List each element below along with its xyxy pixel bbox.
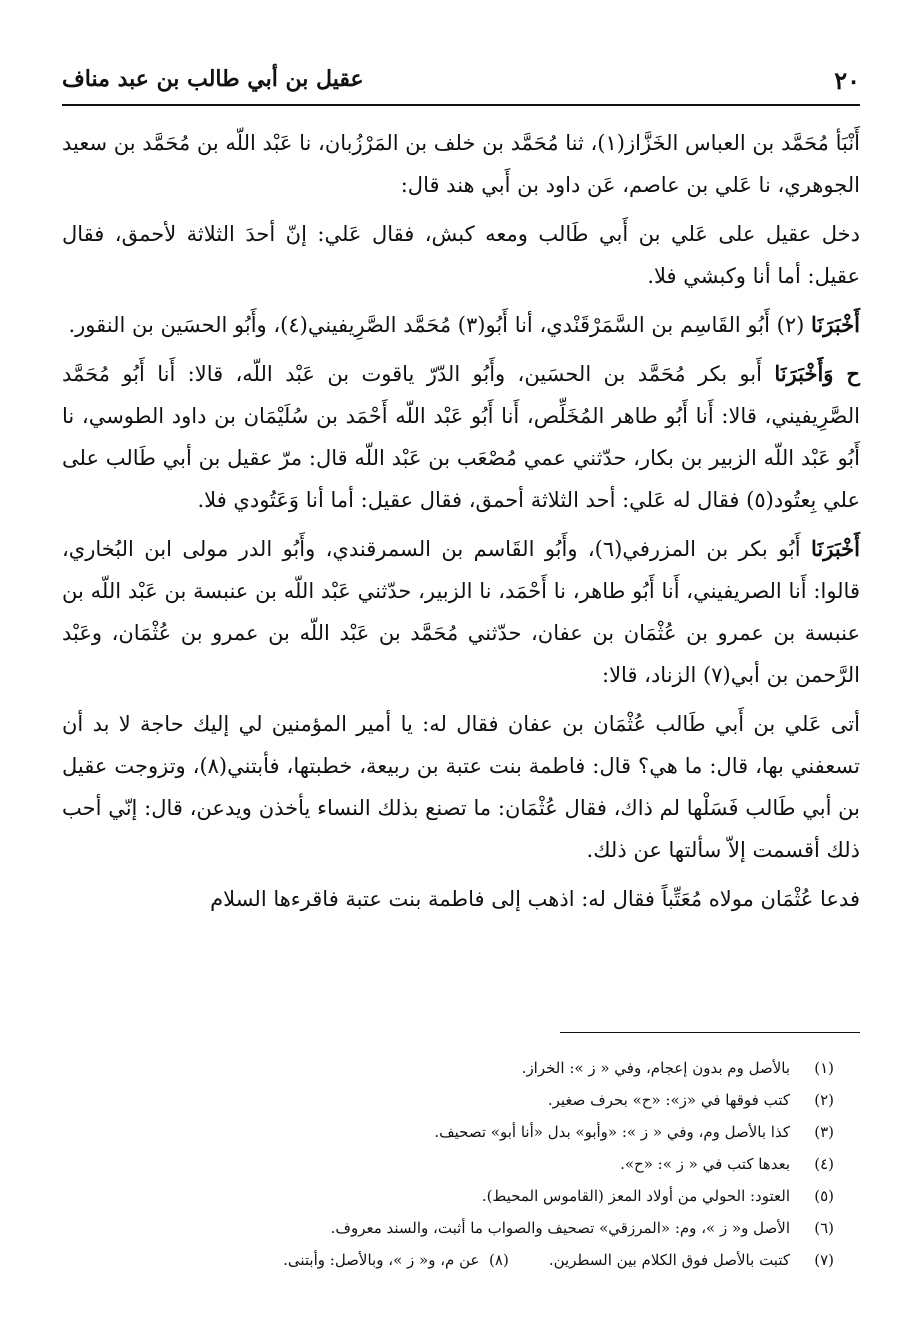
keyword-akhbarana: أَخْبَرَنَا bbox=[811, 536, 860, 561]
page-header bbox=[62, 58, 860, 106]
footnote-number: (٦) bbox=[814, 1219, 834, 1237]
footnote-number: (٤) bbox=[814, 1155, 834, 1173]
footnote-text: العتود: الحولي من أولاد المعز (القاموس المحيط). bbox=[481, 1187, 790, 1205]
paragraph: أتى عَلي بن أَبي طَالب عُثْمَان بن عفان فقال له: يا أمير المؤمنين لي إليك حاجة لا بد أن تسعفني بها، قال: ما هي؟ قال: فاطمة بنت عتبة بن ربيعة، خطبتها، فأبتني(٨)، وتزوجت عقيل بن أبي طَالب فَسَلْها لم ذاك، فقال عُثْمَان: ما تصنع بذلك النساء يأخذن ويدعن، قال: إنّي أحب ذلك أقسمت إلاّ سألتها عن ذلك. bbox=[62, 712, 860, 862]
footnote bbox=[62, 1084, 834, 1116]
paragraph: ح وَأَخْبَرَنَا أَبو بكر مُحَمَّد بن الحسَين، وأَبُو الدّرّ ياقوت بن عَبْد اللّه، قالا: أَنا أَبُو مُحَمَّد الصَّرِيفيني، قالا: أَنا أَبُو طاهر المُخَلِّص، أَنا أَبُو عَبْد اللّه أَحْمَد بن سُلَيْمَان بن داود الطوسي، نا أَبُو عَبْد اللّه الزبير بن بكار، حدّثني عمي مُصْعَب بن عَبْد اللّه قال: مرّ عقيل بن أبي طَالب على علي بِعتُود(٥) فقال له عَلي: أحد الثلاثة أحمق، فقال عقيل: أما أنا وَعَتُودي فلا. bbox=[62, 361, 860, 512]
footnotes bbox=[62, 1052, 834, 1276]
footnote-text: كتب فوقها في «ز»: «ح» بحرف صغير. bbox=[547, 1091, 790, 1109]
footnote-text: بعدها كتب في « ز »: «ح». bbox=[620, 1155, 790, 1173]
footnote bbox=[62, 1052, 834, 1084]
paragraph: أَخْبَرَنَا (٢) أَبُو القَاسِم بن السَّمَرْقَنْدي، أنا أَبُو(٣) مُحَمَّد الصَّرِيفيني(٤)، وأَبُو الحسَين بن النقور. bbox=[68, 312, 860, 337]
running-title: عقيل بن أبي طالب بن عبد مناف bbox=[62, 66, 364, 92]
keyword-akhbarana: أَخْبَرَنَا bbox=[811, 312, 860, 337]
footnote bbox=[62, 1212, 834, 1244]
footnote-text: بالأصل وم بدون إعجام، وفي « ز »: الخراز. bbox=[521, 1059, 790, 1077]
main-text bbox=[62, 122, 860, 927]
page-number: ٢٠ bbox=[834, 66, 860, 95]
footnote-text: كذا بالأصل وم، وفي « ز »: «وأبو» بدل «أنا أبو» تصحيف. bbox=[434, 1123, 790, 1141]
footnote-text: الأصل و« ز »، وم: «المرزقي» تصحيف والصواب ما أثبت، والسند معروف. bbox=[330, 1219, 790, 1237]
paragraph: أَخْبَرَنَا أَبُو بكر بن المزرفي(٦)، وأَبُو القَاسم بن السمرقندي، وأَبُو الدر مولى ابن البُخاري، قالوا: أَنا الصريفيني، أَنا أَبُو طاهر، نا أَحْمَد، نا الزبير، حدّثني عَبْد اللّه بن عنبسة بن عَبْد اللّه بن عنبسة بن عمرو بن عُثْمَان بن عفان، حدّثني مُحَمَّد بن عَبْد اللّه بن عمرو بن عُثْمَان، وعَبْد الرَّحمن بن أبي(٧) الزناد، قالا: bbox=[62, 536, 860, 687]
paragraph: دخل عقيل على عَلي بن أَبي طَالب ومعه كبش، فقال عَلي: إنّ أحدَ الثلاثة لأحمق، فقال عقيل: أما أنا وكبشي فلا. bbox=[62, 222, 860, 288]
footnote-text: كتبت بالأصل فوق الكلام بين السطرين. bbox=[548, 1251, 790, 1269]
footnote-number: (٢) bbox=[814, 1091, 834, 1109]
footnote-number: (٣) bbox=[814, 1123, 834, 1141]
footnote-number: (٨) bbox=[489, 1251, 509, 1269]
footnote-text: عن م، و« ز »، وبالأصل: وأبتنى. bbox=[283, 1251, 480, 1269]
paragraph: فدعا عُثْمَان مولاه مُعَتِّباً فقال له: اذهب إلى فاطمة بنت عتبة فاقرءها السلام bbox=[210, 887, 860, 911]
footnote-number: (١) bbox=[814, 1059, 834, 1077]
footnote bbox=[62, 1116, 834, 1148]
footnote bbox=[62, 1148, 834, 1180]
footnote-pair bbox=[62, 1244, 834, 1276]
footnote-divider bbox=[560, 1032, 860, 1033]
footnote bbox=[62, 1180, 834, 1212]
footnote-number: (٥) bbox=[814, 1187, 834, 1205]
keyword-akhbarana: ح وَأَخْبَرَنَا bbox=[774, 361, 860, 386]
paragraph: أَنْبَأ مُحَمَّد بن العباس الخَزَّاز(١)، ثنا مُحَمَّد بن خلف بن المَرْزُبان، نا عَبْد اللّه بن مُحَمَّد بن سعيد الجوهري، نا عَلي بن عاصم، عَن داود بن أَبي هند قال: bbox=[62, 131, 860, 197]
footnote-number: (٧) bbox=[814, 1251, 834, 1269]
